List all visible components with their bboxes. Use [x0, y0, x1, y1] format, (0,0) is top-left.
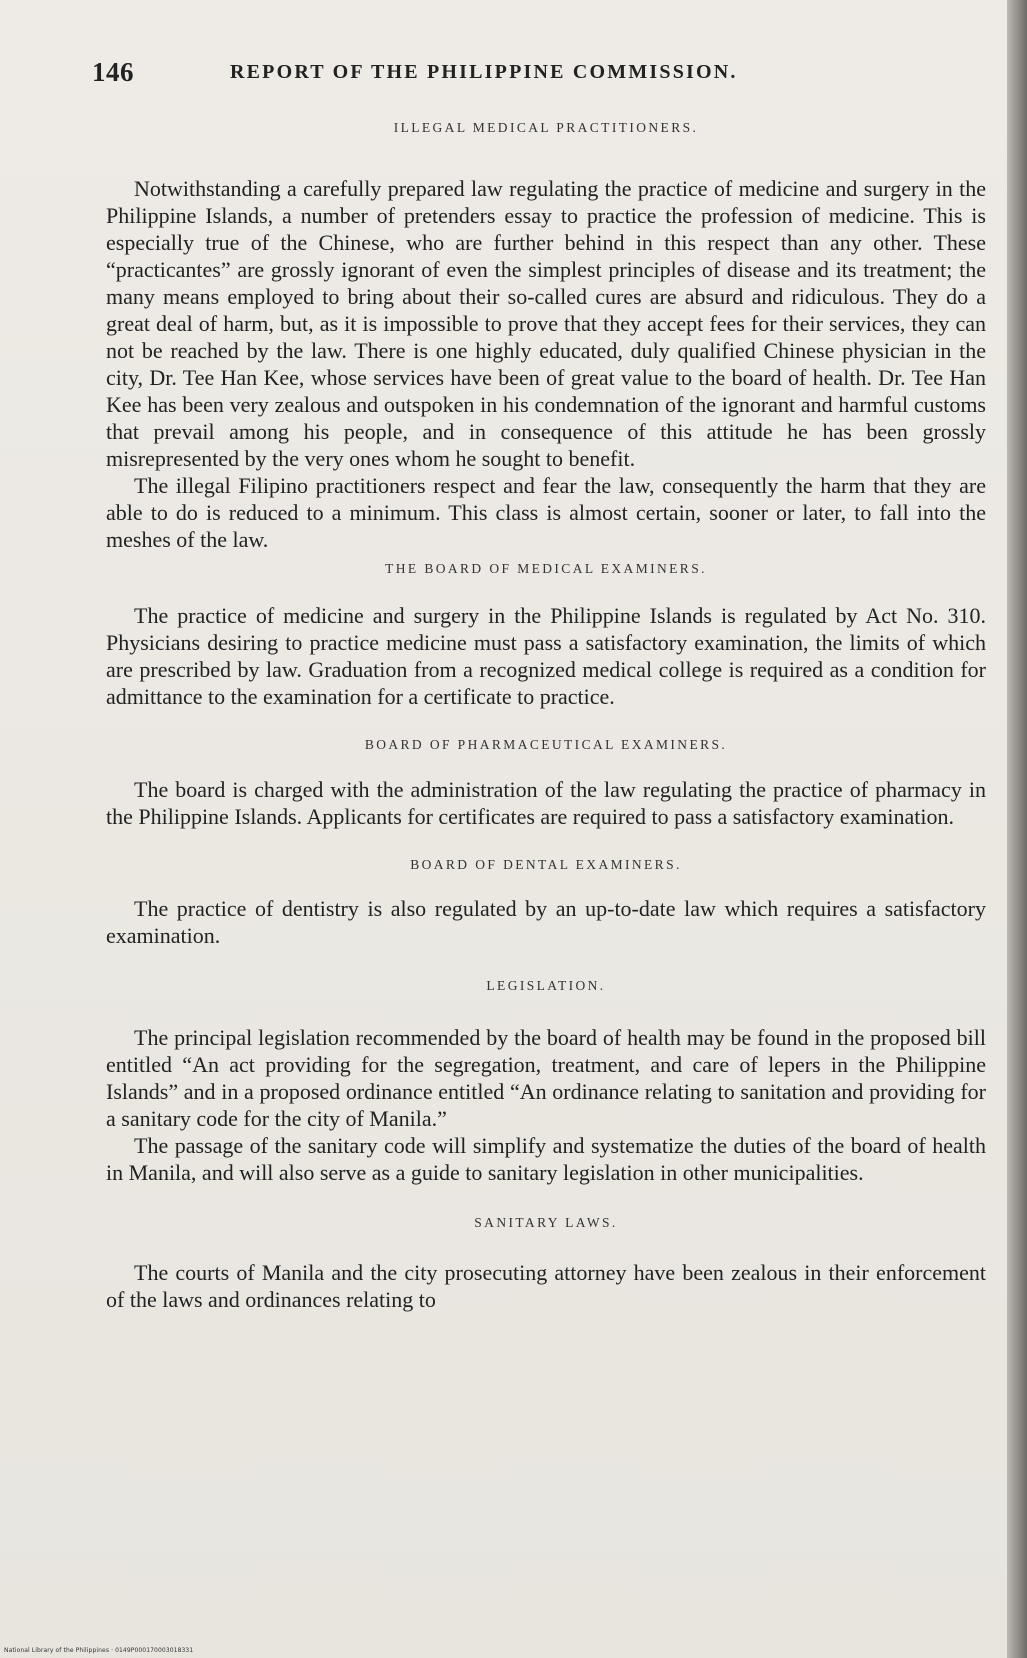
running-title: REPORT OF THE PHILIPPINE COMMISSION.	[230, 61, 738, 83]
paragraph: The board is charged with the administration of the law regulating the practice of pharmacy in the Philippine Islands. Applicants for certificates are required to pass a satisfactory examination.	[106, 777, 986, 829]
section-heading: ILLEGAL MEDICAL PRACTITIONERS.	[393, 120, 699, 135]
paragraph: The passage of the sanitary code will simplify and systematize the duties of the board of health in Manila, and will also serve as a guide to sanitary legislation in other municipalities.	[106, 1133, 986, 1185]
page-header	[92, 57, 892, 97]
section-heading: SANITARY LAWS.	[474, 1215, 618, 1230]
archive-stamp: National Library of the Philippines · 0149P000170003018331	[4, 1647, 194, 1654]
section-board-of-pharmaceutical-examiners	[106, 735, 986, 830]
page-number: 146	[92, 57, 134, 87]
paragraph: Notwithstanding a carefully prepared law regulating the practice of medicine and surgery in the Philippine Islands, a number of pretenders essay to practice the profession of medicine. This is especially true of the Chinese, who are further behind in this respect than any other. These “practicantes” are grossly ignorant of even the simplest principles of disease and its treatment; the many means employed to bring about their so-called cures are absurd and ridiculous. They do a great deal of harm, but, as it is impossible to prove that they accept fees for their services, they can not be reached by the law. There is one highly educated, duly qualified Chinese physician in the city, Dr. Tee Han Kee, whose services have been of great value to the board of health. Dr. Tee Han Kee has been very zealous and outspoken in his condemnation of the ignorant and harmful customs that prevail among his people, and in consequence of this attitude he has been grossly misrepresented by the very ones whom he sought to benefit.	[106, 176, 986, 471]
section-heading: THE BOARD OF MEDICAL EXAMINERS.	[385, 561, 707, 576]
section-illegal-medical-practitioners	[106, 118, 986, 553]
paragraph: The practice of medicine and surgery in the Philippine Islands is regulated by Act No. 310. Physicians desiring to practice medicine must pass a satisfactory examination, the limits of which are prescribed by law. Graduation from a recognized medical college is required as a condition for admittance to the examination for a certificate to practice.	[106, 603, 986, 709]
section-heading: LEGISLATION.	[486, 978, 606, 993]
paragraph: The principal legislation recommended by the board of health may be found in the proposed bill entitled “An act providing for the segregation, treatment, and care of lepers in the Philippine Islands” and in a proposed ordinance entitled “An ordinance relating to sanitation and providing for a sanitary code for the city of Manila.”	[106, 1025, 986, 1131]
paragraph: The illegal Filipino practitioners respect and fear the law, consequently the harm that they are able to do is reduced to a minimum. This class is almost certain, sooner or later, to fall into the meshes of the law.	[106, 473, 986, 552]
page-body	[106, 118, 986, 1313]
section-heading: BOARD OF DENTAL EXAMINERS.	[410, 857, 682, 872]
section-sanitary-laws	[106, 1213, 986, 1313]
section-board-of-dental-examiners	[106, 855, 986, 949]
page-edge-shadow	[1007, 0, 1027, 1658]
section-board-of-medical-examiners	[106, 559, 986, 710]
section-heading: BOARD OF PHARMACEUTICAL EXAMINERS.	[364, 737, 728, 752]
paragraph: The courts of Manila and the city prosecuting attorney have been zealous in their enforcement of the laws and ordinances relating to	[106, 1260, 986, 1312]
section-legislation	[106, 976, 986, 1186]
paragraph: The practice of dentistry is also regulated by an up-to-date law which requires a satisfactory examination.	[106, 896, 986, 948]
